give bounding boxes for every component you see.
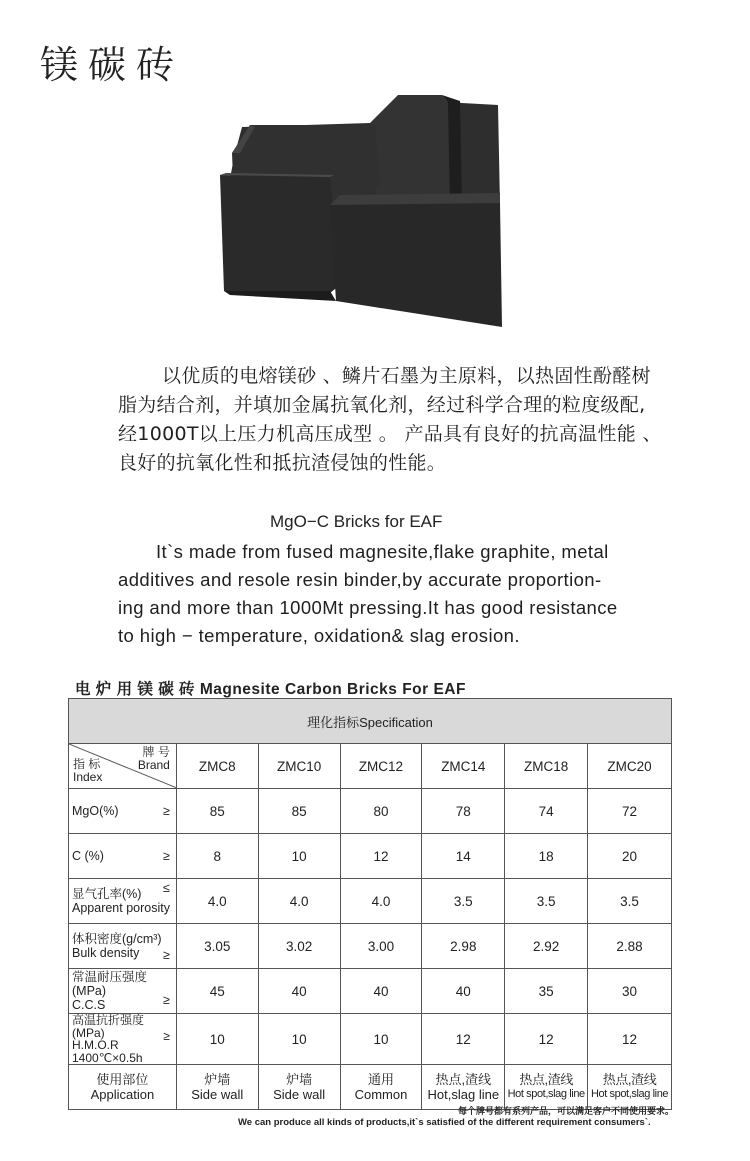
value-cell: 18 [505, 834, 588, 879]
value-cell: 10 [258, 1014, 340, 1065]
value-cell: 12 [505, 1014, 588, 1065]
value-cell: 4.0 [340, 879, 422, 924]
value-cell: 3.02 [258, 924, 340, 969]
value-cell: 3.5 [505, 879, 588, 924]
table-row [69, 924, 672, 969]
application-cell: 热点,渣线 Hot spot,slag line [588, 1065, 672, 1110]
application-cell: 炉墙 Side wall [176, 1065, 258, 1110]
cn-line: 脂为结合剂，并填加金属抗氧化剂，经过科学合理的粒度级配, [118, 394, 646, 416]
value-cell: 30 [588, 969, 672, 1014]
brand-index-header [69, 744, 177, 789]
row-label: 显气孔率(%) Apparent porosity ≤ [69, 879, 177, 924]
row-label: C (%) ≥ [69, 834, 177, 879]
brand-cell: ZMC20 [588, 744, 672, 789]
value-cell: 40 [422, 969, 505, 1014]
english-description [118, 538, 678, 650]
row-label: 常温耐压强度(MPa) C.C.S ≥ [69, 969, 177, 1014]
value-cell: 45 [176, 969, 258, 1014]
cn-line: 经1000T以上压力机高压成型 。 产品具有良好的抗高温性能 、 [118, 423, 662, 445]
en-line: additives and resole resin binder,by accurate proportion- [118, 569, 602, 590]
en-line: It`s made from fused magnesite,flake graphite, metal [156, 541, 609, 562]
value-cell: 20 [588, 834, 672, 879]
brand-label: 牌 号 Brand [137, 745, 170, 772]
application-label: 使用部位 Application [69, 1065, 177, 1110]
value-cell: 3.00 [340, 924, 422, 969]
brand-cell: ZMC18 [505, 744, 588, 789]
value-cell: 80 [340, 789, 422, 834]
product-image [210, 95, 510, 335]
value-cell: 2.92 [505, 924, 588, 969]
application-row [69, 1065, 672, 1110]
value-cell: 74 [505, 789, 588, 834]
value-cell: 2.98 [422, 924, 505, 969]
value-cell: 2.88 [588, 924, 672, 969]
application-cell: 热点,渣线 Hot spot,slag line [505, 1065, 588, 1110]
footnote-chinese: 每个牌号都有系列产品，可以满足客户不同使用要求。 [457, 1107, 674, 1117]
value-cell: 10 [176, 1014, 258, 1065]
application-cell: 热点,渣线 Hot,slag line [422, 1065, 505, 1110]
spec-header: 理化指标Specification [69, 699, 672, 744]
value-cell: 40 [340, 969, 422, 1014]
value-cell: 78 [422, 789, 505, 834]
specification-table [68, 698, 672, 1110]
brand-cell: ZMC12 [340, 744, 422, 789]
value-cell: 8 [176, 834, 258, 879]
value-cell: 4.0 [176, 879, 258, 924]
brand-cell: ZMC10 [258, 744, 340, 789]
value-cell: 72 [588, 789, 672, 834]
table-row [69, 789, 672, 834]
page-title: 镁碳砖 [40, 43, 185, 87]
en-line: to high − temperature, oxidation& slag erosion. [118, 625, 520, 646]
value-cell: 12 [422, 1014, 505, 1065]
value-cell: 12 [340, 834, 422, 879]
value-cell: 3.05 [176, 924, 258, 969]
value-cell: 35 [505, 969, 588, 1014]
brand-cell: ZMC14 [422, 744, 505, 789]
table-title: 电 炉 用 镁 碳 砖 Magnesite Carbon Bricks For EAF [75, 681, 466, 698]
table-row [69, 879, 672, 924]
row-label: 高温抗折强度(MPa) H.M.O.R 1400℃×0.5h ≥ [69, 1014, 177, 1065]
english-heading: MgO−C Bricks for EAF [270, 512, 443, 531]
en-line: ing and more than 1000Mt pressing.It has good resistance [118, 597, 618, 618]
value-cell: 10 [340, 1014, 422, 1065]
index-label: 指 标 Index [73, 757, 103, 784]
footnote-english: We can produce all kinds of products,it`s satisfied of the different requirement consumers`. [238, 1117, 651, 1128]
value-cell: 12 [588, 1014, 672, 1065]
brand-cell: ZMC8 [176, 744, 258, 789]
value-cell: 3.5 [422, 879, 505, 924]
value-cell: 40 [258, 969, 340, 1014]
row-label: MgO(%) ≥ [69, 789, 177, 834]
row-label: 体积密度(g/cm³) Bulk density ≥ [69, 924, 177, 969]
value-cell: 3.5 [588, 879, 672, 924]
cn-line: 良好的抗氧化性和抵抗渣侵蚀的性能。 [118, 452, 447, 474]
value-cell: 85 [258, 789, 340, 834]
table-row [69, 1014, 672, 1065]
cn-line: 以优质的电熔镁砂 、鳞片石墨为主原料，以热固性酚醛树 [162, 365, 651, 387]
chinese-description [118, 362, 678, 478]
value-cell: 10 [258, 834, 340, 879]
table-row [69, 834, 672, 879]
value-cell: 4.0 [258, 879, 340, 924]
application-cell: 通用 Common [340, 1065, 422, 1110]
value-cell: 85 [176, 789, 258, 834]
table-row [69, 969, 672, 1014]
value-cell: 14 [422, 834, 505, 879]
application-cell: 炉墙 Side wall [258, 1065, 340, 1110]
